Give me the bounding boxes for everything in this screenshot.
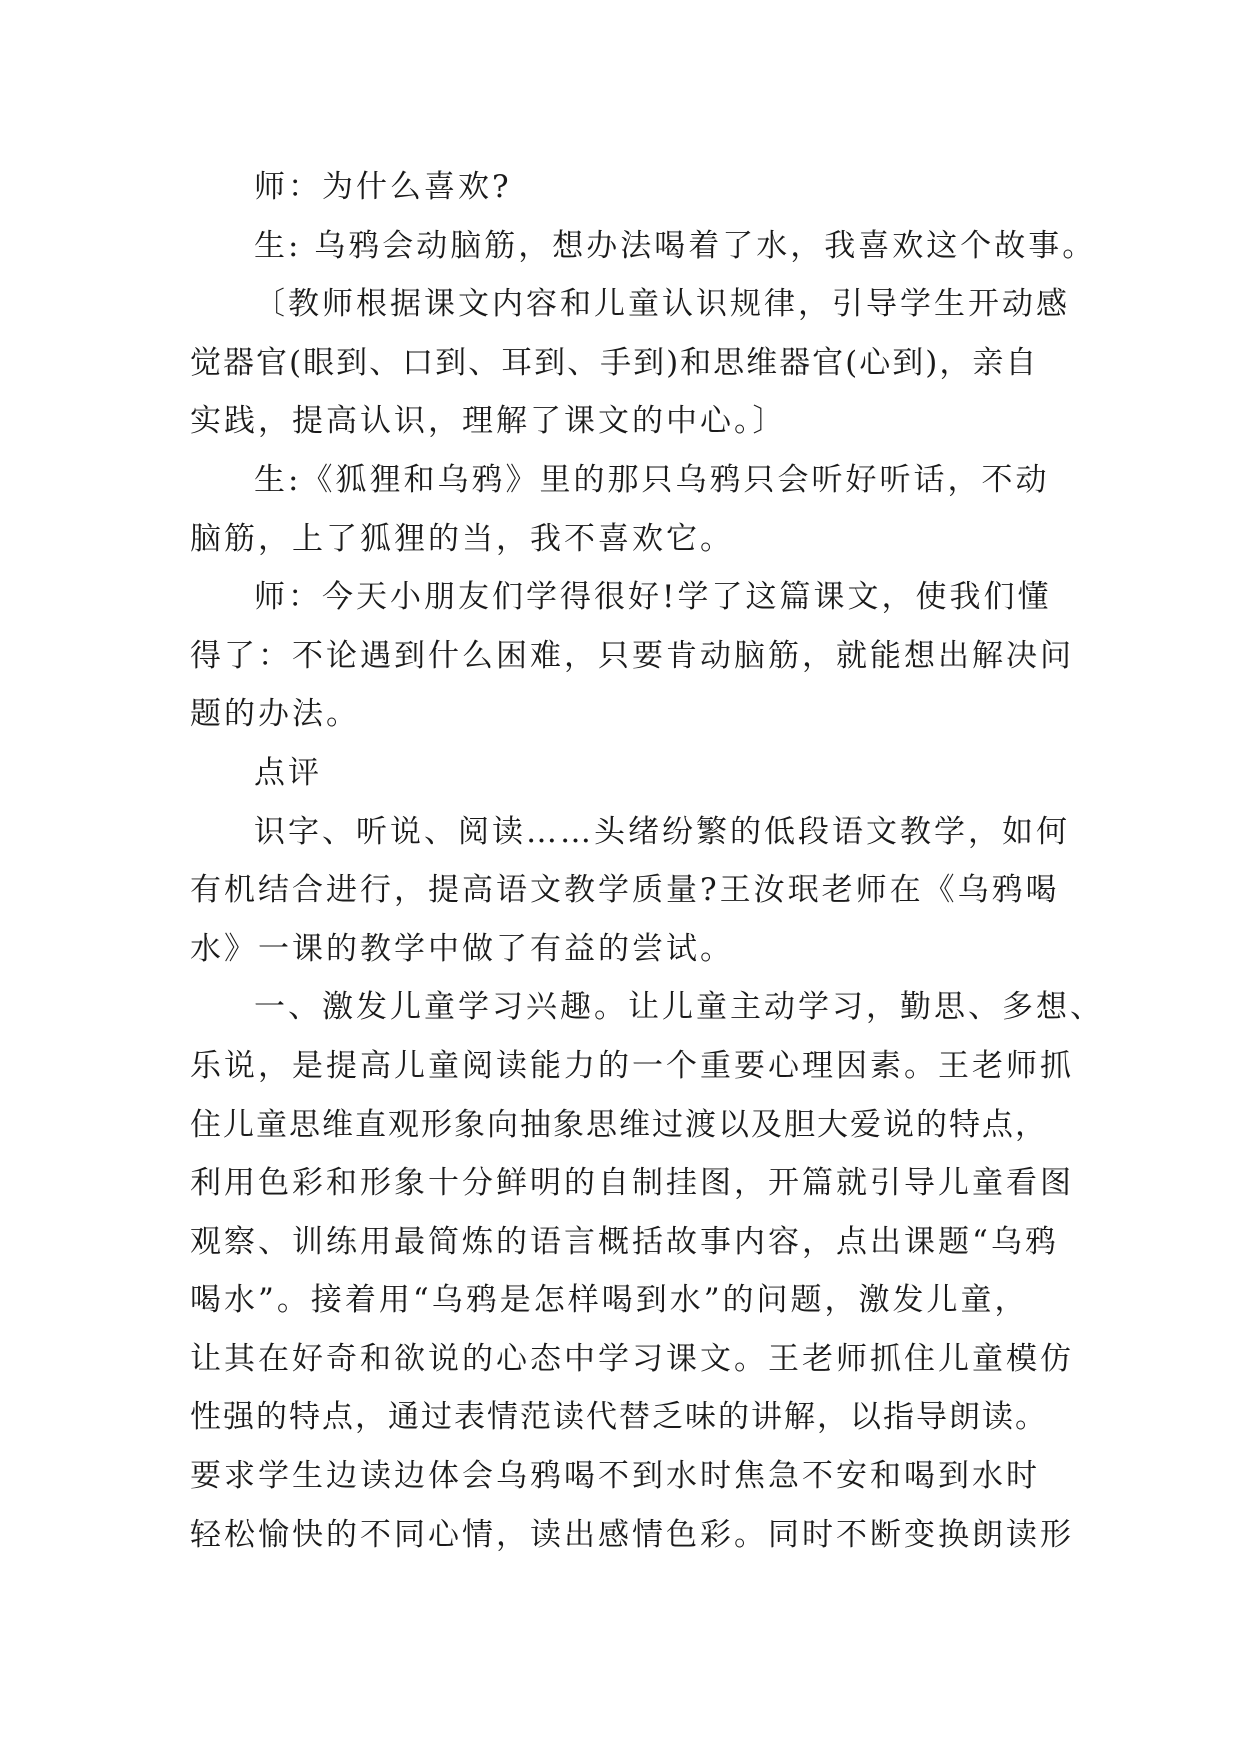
paragraph-line: 让其在好奇和欲说的心态中学习课文。王老师抓住儿童模仿 [190, 1340, 1074, 1377]
annotation-line: 实践，提高认识，理解了课文的中心。〕 [190, 403, 787, 440]
body-text [190, 158, 1104, 1564]
paragraph-line: 识字、听说、阅读……头绪纷繁的低段语文教学，如何 [254, 813, 1070, 850]
paragraph-line: 利用色彩和形象十分鲜明的自制挂图，开篇就引导儿童看图 [190, 1165, 1074, 1202]
paragraph-line: 乐说，是提高儿童阅读能力的一个重要心理因素。王老师抓 [190, 1047, 1074, 1084]
paragraph-line: 性强的特点，通过表情范读代替乏味的讲解，以指导朗读。 [190, 1399, 1048, 1436]
paragraph-line: 水》一课的教学中做了有益的尝试。 [190, 930, 734, 967]
paragraph-line: 要求学生边读边体会乌鸦喝不到水时焦急不安和喝到水时 [190, 1458, 1040, 1495]
paragraph-line: 观察、训练用最简炼的语言概括故事内容，点出课题“乌鸦 [190, 1223, 1059, 1260]
dialogue-line: 师：今天小朋友们学得很好!学了这篇课文，使我们懂 [254, 579, 1052, 616]
paragraph-line: 一、激发儿童学习兴趣。让儿童主动学习，勤思、多想、 [254, 989, 1104, 1026]
section-heading: 点评 [254, 754, 322, 791]
dialogue-line: 生:《狐狸和乌鸦》里的那只乌鸦只会听好听话，不动 [254, 461, 1050, 498]
paragraph-line: 有机结合进行，提高语文教学质量?王汝珉老师在《乌鸦喝 [190, 872, 1060, 909]
paragraph-line: 轻松愉快的不同心情，读出感情色彩。同时不断变换朗读形 [190, 1516, 1074, 1553]
annotation-line: 觉器官(眼到、口到、耳到、手到)和思维器官(心到)，亲自 [190, 344, 1039, 381]
dialogue-line: 题的办法。 [190, 696, 360, 733]
annotation-line: 〔教师根据课文内容和儿童认识规律，引导学生开动感 [254, 286, 1070, 323]
paragraph-line: 住儿童思维直观形象向抽象思维过渡以及胆大爱说的特点， [190, 1106, 1048, 1143]
dialogue-line: 师：为什么喜欢? [254, 169, 512, 205]
dialogue-line: 得了：不论遇到什么困难，只要肯动脑筋，就能想出解决问 [190, 637, 1074, 674]
dialogue-line: 生: 乌鸦会动脑筋，想办法喝着了水，我喜欢这个故事。 [254, 227, 1097, 264]
dialogue-line: 脑筋，上了狐狸的当，我不喜欢它。 [190, 520, 734, 557]
paragraph-line: 喝水”。接着用“乌鸦是怎样喝到水”的问题，激发儿童， [190, 1282, 1029, 1319]
